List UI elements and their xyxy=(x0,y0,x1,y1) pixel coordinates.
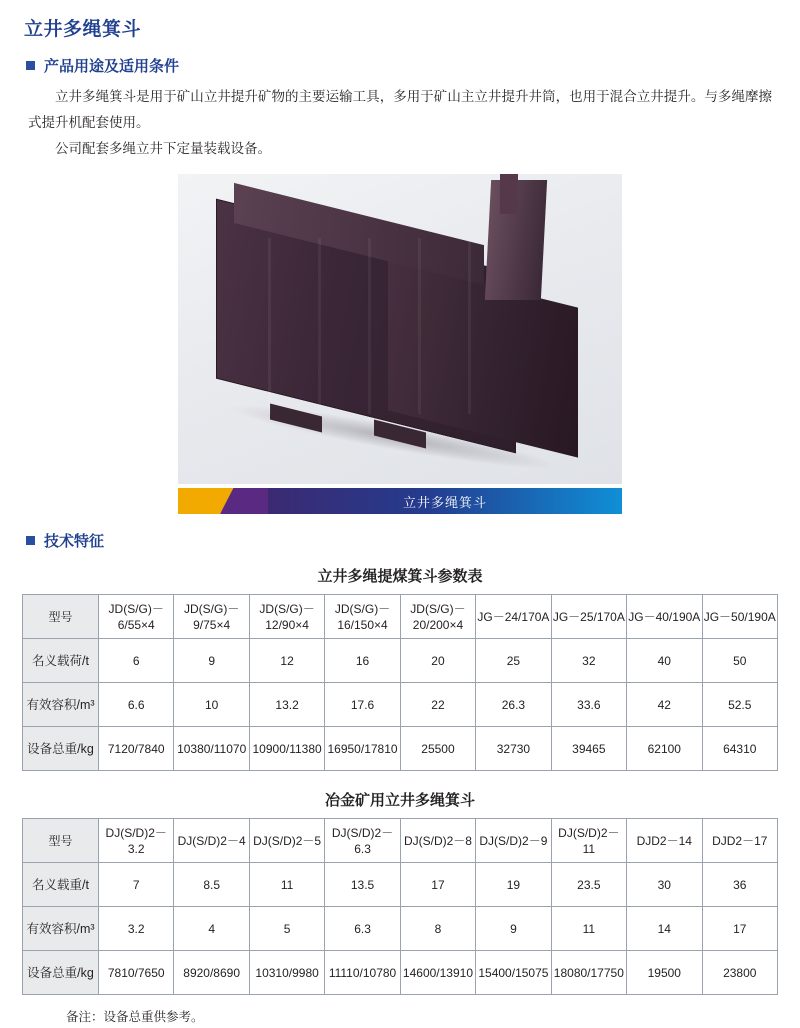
table2-weight-1: 8920/8690 xyxy=(174,951,249,995)
table1-volume-5: 26.3 xyxy=(476,683,551,727)
table2-weight-0: 7810/7650 xyxy=(99,951,174,995)
table2-model-4: DJ(S/D)2－8 xyxy=(400,819,475,863)
table2-volume-1: 4 xyxy=(174,907,249,951)
table2-model-3: DJ(S/D)2－6.3 xyxy=(325,819,400,863)
table-row xyxy=(23,727,778,771)
table1-weight-7: 62100 xyxy=(627,727,702,771)
table1-rowlabel-load: 名义载荷/t xyxy=(23,639,99,683)
table2-weight-4: 14600/13910 xyxy=(400,951,475,995)
table2-model-6: DJ(S/D)2－11 xyxy=(551,819,626,863)
table1-model-6: JG－25/170A xyxy=(551,595,626,639)
table1-model-0: JD(S/G)－6/55×4 xyxy=(99,595,174,639)
table2-load-3: 13.5 xyxy=(325,863,400,907)
product-photo xyxy=(178,174,622,484)
table2-weight-6: 18080/17750 xyxy=(551,951,626,995)
table1-volume-8: 52.5 xyxy=(702,683,778,727)
table-row xyxy=(23,907,778,951)
table2-load-2: 11 xyxy=(249,863,324,907)
table2-rowlabel-weight: 设备总重/kg xyxy=(23,951,99,995)
table1-load-7: 40 xyxy=(627,639,702,683)
table2-load-6: 23.5 xyxy=(551,863,626,907)
table-row xyxy=(23,639,778,683)
table-note: 备注：设备总重供参考。 xyxy=(66,1010,204,1024)
table2-volume-4: 8 xyxy=(400,907,475,951)
table1-volume-6: 33.6 xyxy=(551,683,626,727)
table1-volume-1: 10 xyxy=(174,683,249,727)
table1-weight-3: 16950/17810 xyxy=(325,727,400,771)
table1-load-6: 32 xyxy=(551,639,626,683)
paragraph-loading-equipment: 公司配套多绳立井下定量装载设备。 xyxy=(55,141,271,156)
table1-model-8: JG－50/190A xyxy=(702,595,778,639)
table2-load-4: 17 xyxy=(400,863,475,907)
photo-bucket-mast-cap xyxy=(500,174,518,214)
table1-weight-2: 10900/11380 xyxy=(249,727,324,771)
table2-model-0: DJ(S/D)2－3.2 xyxy=(99,819,174,863)
table2-rowlabel-volume: 有效容积/m³ xyxy=(23,907,99,951)
section-header-usage xyxy=(26,55,778,76)
table2-weight-2: 10310/9980 xyxy=(249,951,324,995)
table2-load-8: 36 xyxy=(702,863,778,907)
section-title-usage: 产品用途及适用条件 xyxy=(44,58,180,75)
table1-load-2: 12 xyxy=(249,639,324,683)
table-row xyxy=(23,595,778,639)
table2-volume-3: 6.3 xyxy=(325,907,400,951)
table1-load-5: 25 xyxy=(476,639,551,683)
table1-load-0: 6 xyxy=(99,639,174,683)
table1-model-4: JD(S/G)－20/200×4 xyxy=(400,595,475,639)
table2-volume-2: 5 xyxy=(249,907,324,951)
table1-weight-4: 25500 xyxy=(400,727,475,771)
table1-volume-2: 13.2 xyxy=(249,683,324,727)
table2-load-1: 8.5 xyxy=(174,863,249,907)
table-row xyxy=(23,819,778,863)
table1-weight-5: 32730 xyxy=(476,727,551,771)
table2-rowlabel-model: 型号 xyxy=(23,819,99,863)
table1-title: 立井多绳提煤箕斗参数表 xyxy=(317,568,483,585)
page-title: 立井多绳箕斗 xyxy=(24,19,142,40)
photo-bucket-rib xyxy=(368,238,371,415)
section-header-specs xyxy=(26,530,778,551)
square-bullet-icon xyxy=(26,536,35,545)
table1-model-3: JD(S/G)－16/150×4 xyxy=(325,595,400,639)
table1-volume-7: 42 xyxy=(627,683,702,727)
table2-weight-5: 15400/15075 xyxy=(476,951,551,995)
photo-bucket-rib xyxy=(318,238,321,415)
table2-load-5: 19 xyxy=(476,863,551,907)
table2-volume-8: 17 xyxy=(702,907,778,951)
table2-weight-7: 19500 xyxy=(627,951,702,995)
table1-rowlabel-weight: 设备总重/kg xyxy=(23,727,99,771)
photo-bucket-rib xyxy=(418,238,421,415)
paragraph-usage: 立井多绳箕斗是用于矿山立井提升矿物的主要运输工具，多用于矿山主立井提升井筒，也用于混合立井提升。与多绳摩擦式提升机配套使用。 xyxy=(28,89,772,130)
figure-caption-text: 立井多绳箕斗 xyxy=(268,488,622,514)
table2-rowlabel-load: 名义载重/t xyxy=(23,863,99,907)
table-row xyxy=(23,951,778,995)
table1-load-8: 50 xyxy=(702,639,778,683)
table2-weight-8: 23800 xyxy=(702,951,778,995)
table2-volume-0: 3.2 xyxy=(99,907,174,951)
table2-volume-7: 14 xyxy=(627,907,702,951)
table1-load-4: 20 xyxy=(400,639,475,683)
table1-model-5: JG－24/170A xyxy=(476,595,551,639)
table1-model-2: JD(S/G)－12/90×4 xyxy=(249,595,324,639)
table-coal-bucket-parameters xyxy=(22,594,778,771)
table2-load-0: 7 xyxy=(99,863,174,907)
table2-model-1: DJ(S/D)2－4 xyxy=(174,819,249,863)
table1-load-3: 16 xyxy=(325,639,400,683)
table1-weight-8: 64310 xyxy=(702,727,778,771)
table2-volume-5: 9 xyxy=(476,907,551,951)
table1-volume-0: 6.6 xyxy=(99,683,174,727)
table1-load-1: 9 xyxy=(174,639,249,683)
table1-weight-0: 7120/7840 xyxy=(99,727,174,771)
table2-model-2: DJ(S/D)2－5 xyxy=(249,819,324,863)
table2-title: 冶金矿用立井多绳箕斗 xyxy=(324,792,475,809)
section-title-specs: 技术特征 xyxy=(44,533,105,550)
table1-weight-1: 10380/11070 xyxy=(174,727,249,771)
table1-volume-4: 22 xyxy=(400,683,475,727)
table-row xyxy=(23,683,778,727)
table-metallurgy-bucket-parameters xyxy=(22,818,778,995)
table1-volume-3: 17.6 xyxy=(325,683,400,727)
photo-bucket-rib xyxy=(468,238,471,415)
table2-model-8: DJD2－17 xyxy=(702,819,778,863)
table2-load-7: 30 xyxy=(627,863,702,907)
product-figure xyxy=(178,174,622,514)
table-row xyxy=(23,863,778,907)
table2-model-5: DJ(S/D)2－9 xyxy=(476,819,551,863)
table2-weight-3: 11110/10780 xyxy=(325,951,400,995)
table1-model-7: JG－40/190A xyxy=(627,595,702,639)
square-bullet-icon xyxy=(26,61,35,70)
table1-rowlabel-volume: 有效容积/m³ xyxy=(23,683,99,727)
photo-bucket-rib xyxy=(268,238,271,415)
table2-volume-6: 11 xyxy=(551,907,626,951)
figure-caption-bar xyxy=(178,488,622,514)
table1-weight-6: 39465 xyxy=(551,727,626,771)
table1-rowlabel-model: 型号 xyxy=(23,595,99,639)
table1-model-1: JD(S/G)－9/75×4 xyxy=(174,595,249,639)
table2-model-7: DJD2－14 xyxy=(627,819,702,863)
